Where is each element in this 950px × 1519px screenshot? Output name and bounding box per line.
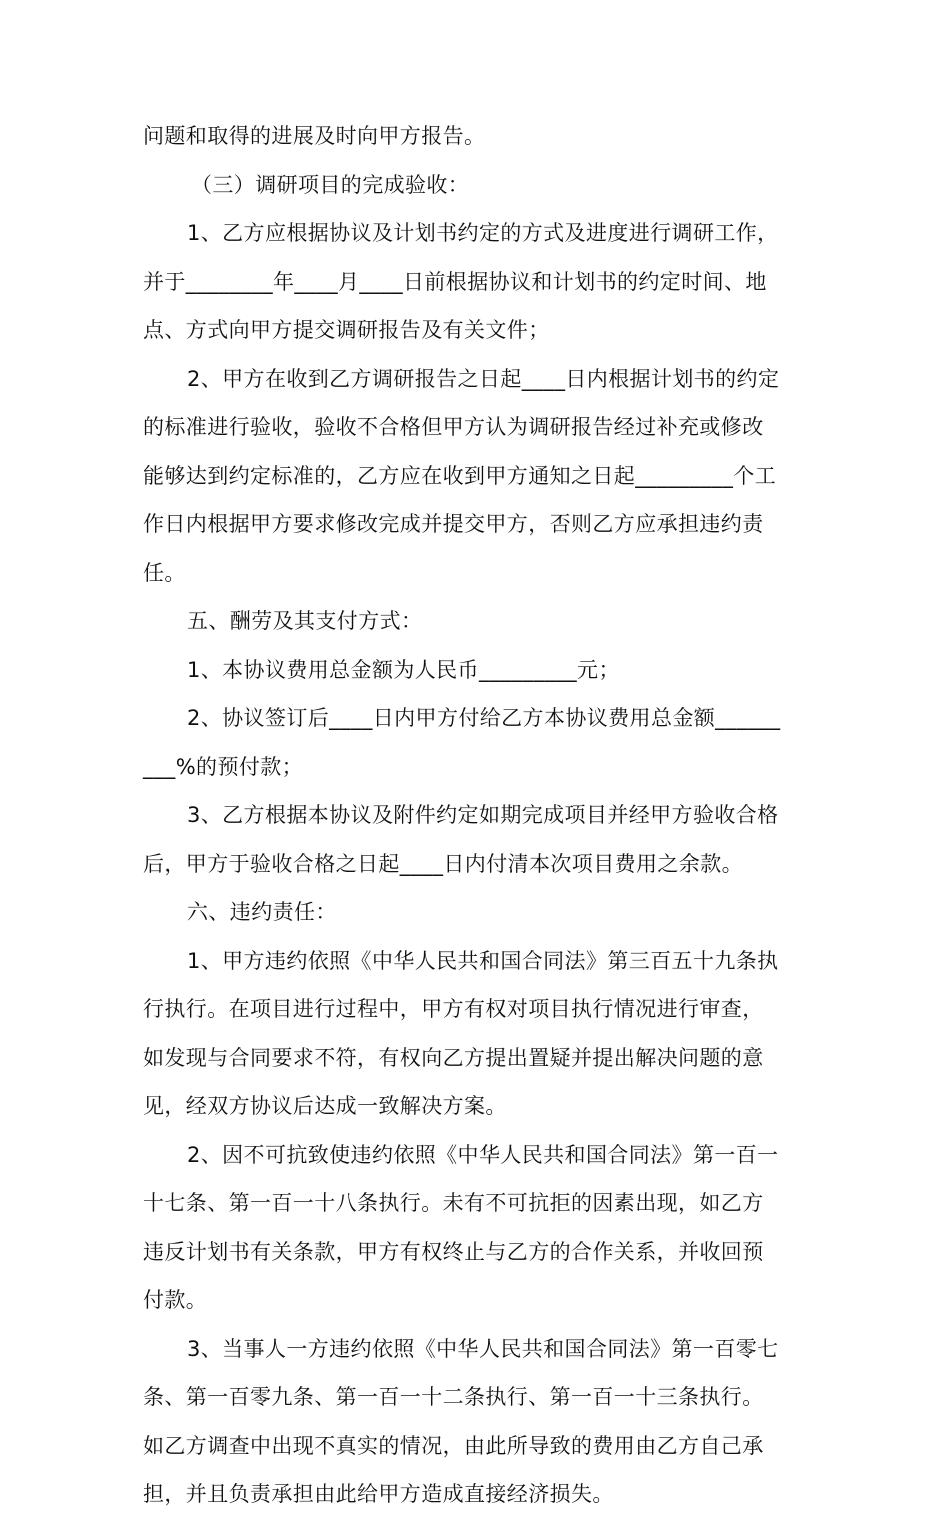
payment-clause-3-line: 后，甲方于验收合格之日起____日内付清本次项目费用之余款。 (143, 851, 743, 876)
payment-clause-2-line: ___%的预付款； (143, 754, 304, 779)
breach-clause-3-line: 3、当事人一方违约依照《中华人民共和国合同法》第一百零七 (187, 1336, 779, 1361)
section-heading: 六、违约责任： (187, 900, 337, 924)
section-heading: （三）调研项目的完成验收： (191, 172, 470, 197)
breach-clause-1-line: 1、甲方违约依照《中华人民共和国合同法》第三百五十九条执 (187, 948, 779, 973)
breach-clause-3-line: 担，并且负责承担由此给甲方造成直接经济损失。 (143, 1482, 614, 1506)
breach-clause-1-line: 行执行。在项目进行过程中，甲方有权对项目执行情况进行审查， (143, 997, 764, 1021)
breach-clause-3-line: 如乙方调查中出现不真实的情况，由此所导致的费用由乙方自己承 (143, 1433, 764, 1458)
body-line: 问题和取得的进展及时向甲方报告。 (143, 124, 486, 148)
payment-clause-1-line: 1、本协议费用总金额为人民币_________元； (187, 657, 620, 682)
breach-clause-1-line: 如发现与合同要求不符，有权向乙方提出置疑并提出解决问题的意 (143, 1045, 764, 1070)
breach-clause-2-line: 十七条、第一百一十八条执行。未有不可抗拒的因素出现，如乙方 (143, 1191, 764, 1215)
clause-2-line: 任。 (143, 560, 186, 585)
breach-clause-3-line: 条、第一百零九条、第一百一十二条执行、第一百一十三条执行。 (143, 1385, 764, 1409)
clause-2-line: 的标准进行验收，验收不合格但甲方认为调研报告经过补充或修改 (143, 415, 764, 439)
clause-1-line: 点、方式向甲方提交调研报告及有关文件； (143, 318, 550, 342)
section-heading: 五、酬劳及其支付方式： (187, 609, 423, 633)
clause-1-line: 1、乙方应根据协议及计划书约定的方式及进度进行调研工作， (187, 221, 779, 245)
document-body (143, 112, 808, 1519)
clause-1-line: 并于________年____月____日前根据协议和计划书的约定时间、地 (143, 269, 767, 294)
clause-2-line: 能够达到约定标准的，乙方应在收到甲方通知之日起_________个工 (143, 463, 777, 488)
payment-clause-3-line: 3、乙方根据本协议及附件约定如期完成项目并经甲方验收合格 (187, 803, 779, 827)
breach-clause-2-line: 违反计划书有关条款，甲方有权终止与乙方的合作关系，并收回预 (143, 1239, 764, 1264)
breach-clause-2-line: 付款。 (143, 1288, 208, 1312)
clause-2-line: 2、甲方在收到乙方调研报告之日起____日内根据计划书的约定 (187, 366, 780, 391)
breach-clause-1-line: 见，经双方协议后达成一致解决方案。 (143, 1094, 507, 1118)
clause-2-line: 作日内根据甲方要求修改完成并提交甲方，否则乙方应承担违约责 (143, 512, 764, 536)
payment-clause-2-line: 2、协议签订后____日内甲方付给乙方本协议费用总金额______ (187, 706, 781, 730)
breach-clause-2-line: 2、因不可抗致使违约依照《中华人民共和国合同法》第一百一 (187, 1142, 779, 1167)
